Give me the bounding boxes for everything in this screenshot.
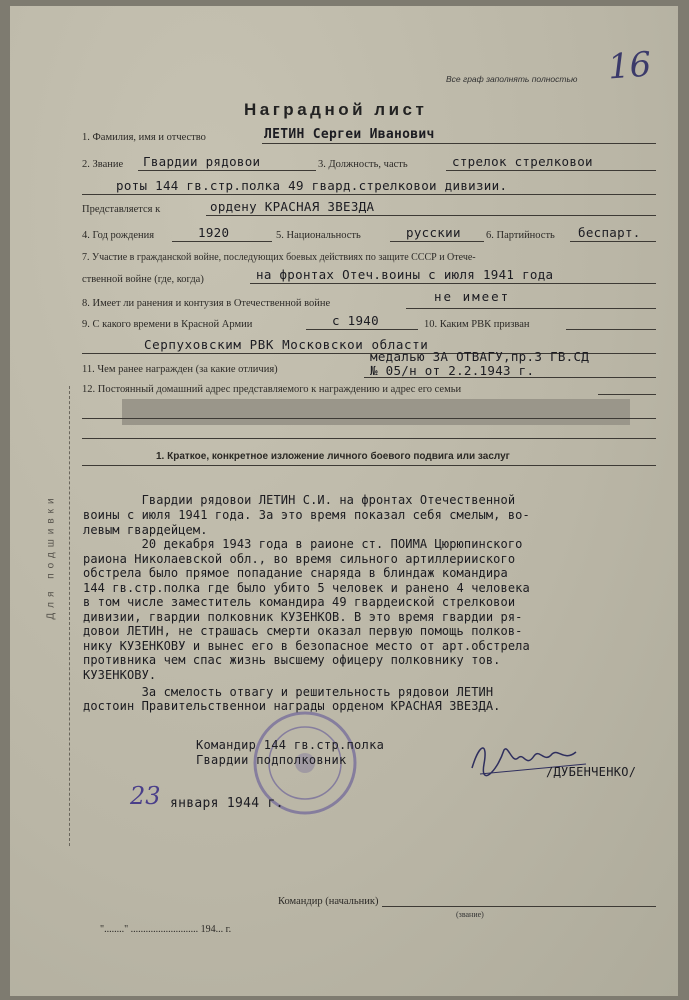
field-unit-value: роты 144 гв.стр.полка 49 гвард.стрелковои дивизии. bbox=[116, 178, 508, 193]
field-12-label: 12. Постоянный домашний адрес представляемого к награждению и адрес его семьи bbox=[82, 384, 462, 395]
field-5-value: русскии bbox=[406, 225, 461, 240]
signature-title-2: Гвардии подполковник bbox=[196, 753, 347, 767]
signature-month-year: января 1944 г. bbox=[170, 796, 284, 811]
footer-commander-label: Командир (начальник) bbox=[278, 896, 379, 907]
narrative-line: КУЗЕНКОВУ. bbox=[83, 668, 157, 682]
field-10-label: 10. Каким РВК призван bbox=[424, 319, 530, 330]
field-8-label: 8. Имеет ли ранения и контузия в Отечественной войне bbox=[82, 298, 331, 309]
field-5-line bbox=[390, 241, 484, 242]
field-4-value: 1920 bbox=[198, 225, 230, 240]
signature-title-1: Командир 144 гв.стр.полка bbox=[196, 738, 385, 752]
narrative-line: довои ЛЕТИН, не страшась смерти оказал первую помощь полков- bbox=[83, 624, 523, 638]
page-mark: 16 bbox=[606, 44, 653, 88]
narrative-line: 144 гв.стр.полка где было убито 5 человек и ранено 4 человека bbox=[83, 581, 530, 595]
award-label: Представляется к bbox=[82, 204, 161, 215]
field-2-label: 2. Звание bbox=[82, 159, 124, 170]
field-11-line bbox=[364, 377, 656, 378]
field-6-line bbox=[570, 241, 656, 242]
field-8-value: не имеет bbox=[434, 289, 511, 304]
field-8-line bbox=[406, 308, 656, 309]
field-5-label: 5. Национальность bbox=[276, 230, 361, 241]
narrative-line: обстрела было прямое попадание снаряда в блиндаж командира bbox=[83, 566, 508, 580]
narrative-line: раиона Николаевской обл., во время сильного артиллерииского bbox=[83, 552, 516, 566]
field-10-line bbox=[566, 329, 656, 330]
section-rule bbox=[82, 465, 656, 466]
narrative-line: левым гвардейцем. bbox=[83, 523, 208, 537]
field-7-label: 7. Участие в гражданской войне, последующих боевых действиях по защите СССР и Отече- bbox=[82, 252, 476, 263]
field-11-value: медалью ЗА ОТВАГУ,пр.3 ГВ.СД bbox=[370, 349, 590, 364]
award-line bbox=[206, 215, 656, 216]
field-6-label: 6. Партийность bbox=[486, 230, 555, 241]
field-2-value: Гвардии рядовои bbox=[143, 154, 261, 169]
narrative-line: нику КУЗЕНКОВУ и вынес его в безопасное место от арт.обстрела bbox=[83, 639, 530, 653]
field-7-value: на фронтах Отеч.воины с июля 1941 года bbox=[256, 267, 554, 282]
narrative-line: дивизии, гвардии полковник КУЗЕНКОВ. В это время гвардии ря- bbox=[83, 610, 523, 624]
field-6-value: беспарт. bbox=[578, 225, 641, 240]
field-unit-line bbox=[82, 194, 656, 195]
field-4-line bbox=[172, 241, 272, 242]
award-value: ордену КРАСНАЯ ЗВЕЗДА bbox=[210, 199, 375, 214]
side-margin-line bbox=[69, 386, 70, 846]
narrative-line: достоин Правительственнои награды орденом КРАСНАЯ ЗВЕЗДА. bbox=[83, 699, 501, 713]
narrative-line: Гвардии рядовои ЛЕТИН С.И. на фронтах Отечественной bbox=[83, 493, 516, 507]
field-7-line bbox=[250, 283, 656, 284]
signature-name: /ДУБЕНЧЕНКО/ bbox=[546, 765, 637, 779]
field-11-label: 11. Чем ранее награжден (за какие отличия) bbox=[82, 364, 278, 375]
signature-day: 23 bbox=[130, 782, 161, 810]
footer-rank-label: (звание) bbox=[456, 910, 484, 919]
footer-commander-line bbox=[382, 906, 656, 907]
section-heading: 1. Краткое, конкретное изложение личного боевого подвига или заслуг bbox=[156, 451, 510, 462]
field-1-value: ЛЕТИН Сергеи Иванович bbox=[264, 127, 435, 142]
narrative-line: 20 декабря 1943 года в раионе ст. ПОИМА Цюрюпинского bbox=[83, 537, 523, 551]
narrative-line: За смелость отвагу и решительность рядовои ЛЕТИН bbox=[83, 685, 494, 699]
field-3-line bbox=[446, 170, 656, 171]
address-line-1 bbox=[82, 418, 656, 419]
narrative-line: в том числе заместитель командира 49 гвардеиской стрелковои bbox=[83, 595, 516, 609]
narrative-line: воины с июля 1941 года. За это время показал себя смелым, во- bbox=[83, 508, 530, 522]
field-11-value-cont: № 05/н от 2.2.1943 г. bbox=[370, 363, 535, 378]
field-12-line bbox=[598, 394, 656, 395]
address-redaction bbox=[122, 399, 630, 425]
document-title: Наградной лист bbox=[244, 100, 428, 119]
narrative-line: противника чем спас жизнь высшему офицеру полковнику тов. bbox=[83, 653, 501, 667]
field-1-label: 1. Фамилия, имя и отчество bbox=[82, 132, 206, 143]
field-7-label-cont: ственной войне (где, когда) bbox=[82, 274, 204, 285]
field-4-label: 4. Год рождения bbox=[82, 230, 155, 241]
award-sheet bbox=[10, 6, 678, 996]
field-9-value: с 1940 bbox=[332, 313, 379, 328]
field-10-value: Серпуховским РВК Московскои области bbox=[144, 337, 429, 352]
footer-date: "........" ........................... 194... г. bbox=[100, 924, 232, 935]
address-line-2 bbox=[82, 438, 656, 439]
field-9-line bbox=[306, 329, 418, 330]
field-3-value: стрелок стрелковои bbox=[452, 154, 593, 169]
field-1-line bbox=[262, 143, 656, 144]
field-3-label: 3. Должность, часть bbox=[318, 159, 408, 170]
field-9-label: 9. С какого времени в Красной Армии bbox=[82, 319, 253, 330]
corner-note: Все граф заполнять полностью bbox=[446, 74, 578, 84]
side-label: Для подшивки bbox=[45, 493, 57, 620]
field-2-line bbox=[138, 170, 316, 171]
